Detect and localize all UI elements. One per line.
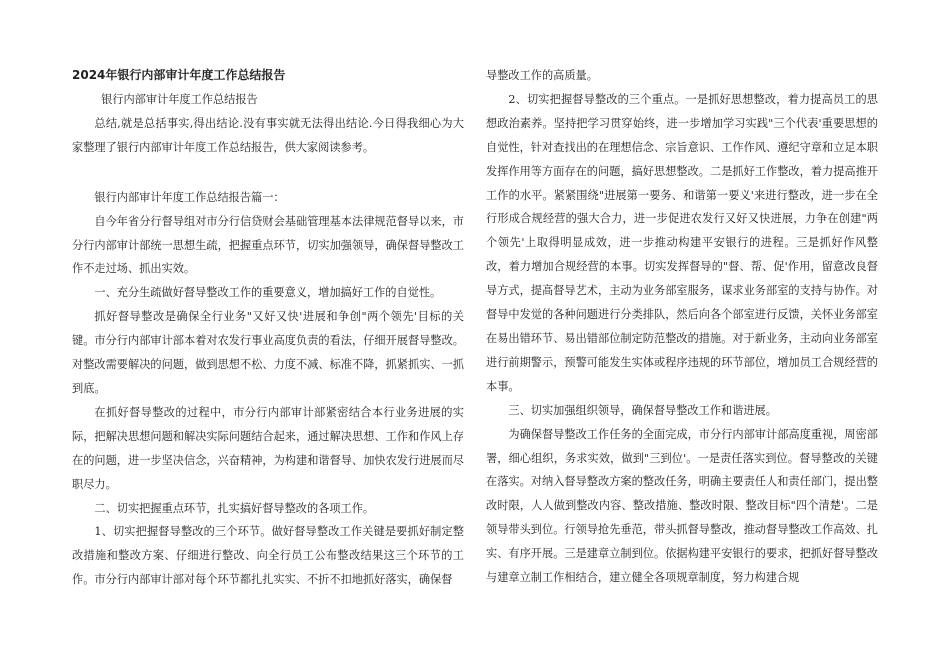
- body-paragraph: 1、切实把握督导整改的三个环节。做好督导整改工作关键是要抓好制定整改措施和整改方案、仔细进行整改、向全行员工公布整改结果这三个环节的工作。市分行内部审计部对每个环节都扎扎实实、不折不扣地抓好落实，确保督: [72, 525, 464, 587]
- section-heading: 二、切实把握重点环节，扎实搞好督导整改的各项工作。: [94, 501, 375, 515]
- paragraph-spacer: [72, 160, 464, 186]
- left-column: [72, 64, 464, 592]
- body-paragraph: 自今年省分行督导组对市分行信贷财会基础管理基本法律规范督导以来，市分行内部审计部统一思想生疏，把握重点环节，切实加强领导，确保督导整改工作不走过场、抓出实效。: [72, 214, 464, 276]
- intro-paragraph: 总结,就是总括事实,得出结论.没有事实就无法得出结论.今日得我细心为大家整理了银行内部审计年度工作总结报告，供大家阅读参考。: [72, 116, 464, 154]
- body-paragraph: 抓好督导整改是确保全行业务"又好又快'进展和争创"两个领先'目标的关键。市分行内部审计部本着对农发行事业高度负责的看法，仔细开展督导整改。对整改需要解决的问题，做到思想不松、力度不减、标准不降，抓紧抓实、一抓到底。: [72, 310, 464, 395]
- section-heading-part-one: 银行内部审计年度工作总结报告篇一：: [94, 190, 285, 204]
- document-title: 2024年银行内部审计年度工作总结报告: [72, 68, 286, 82]
- body-paragraph: 为确保督导整改工作任务的全面完成，市分行内部审计部高度重视，周密部署，细心组织，务求实效，做到"三到位'。一是责任落实到位。督导整改的关键在落实。对纳入督导整改方案的整改任务，明确主要责任人和责任部门，提出整改时限，人人做到整改内容、整改措施、整改时限、整改目标"四个清楚'。二是领导带头到位。行领导抢先垂范，带头抓督导整改，推动督导整改工作高效、扎实、有序开展。三是建章立制到位。依据构建平安银行的要求，把抓好督导整改与建章立制工作相结合，建立健全各项规章制度，努力构建合规: [486, 427, 878, 585]
- right-column: [486, 64, 878, 590]
- body-paragraph: 2、切实把握督导整改的三个重点。一是抓好思想整改，着力提高员工的思想政治素养。坚持把学习贯穿始终，进一步增加学习实践"三个代表'重要思想的自觉性，针对查找出的在理想信念、宗旨意识、工作作风、遵纪守章和立足本职发挥作用等方面存在的问题，搞好思想整改。二是抓好工作整改，着力提高推开工作的水平。紧紧围绕"进展第一要务、和谐第一要义'来进行整改，进一步在全行形成合规经营的强大合力，进一步促进农发行又好又快进展，力争在创建"两个领先'上取得明显成效，进一步推动构建平安银行的进程。三是抓好作风整改，着力增加合规经营的本事。切实发挥督导的"督、帮、促'作用，留意改良督导方式，提高督导艺术，主动为业务部室服务，谋求业务部室的支持与协作。对督导中发觉的各种问题进行分类排队，然后向各个部室进行反馈，关怀业务部室在易出错环节、易出错部位制定防范整改的措施。对于新业务，主动向业务部室进行前期警示，预警可能发生实体或程序违规的环节部位，增加员工合规经营的本事。: [486, 92, 878, 393]
- body-paragraph-continued: 导整改工作的高质量。: [486, 69, 598, 82]
- section-heading: 三、切实加强组织领导，确保督导整改工作和谐进展。: [508, 403, 777, 417]
- section-heading: 一、充分生疏做好督导整改工作的重要意义，增加搞好工作的自觉性。: [94, 286, 442, 300]
- document-subtitle: 银行内部审计年度工作总结报告: [101, 93, 258, 106]
- body-paragraph: 在抓好督导整改的过程中，市分行内部审计部紧密结合本行业务进展的实际，把解决思想问题和解决实际问题结合起来，通过解决思想、工作和作风上存在的问题，进一步坚决信念，兴奋精神，为构建和谐督导、加快农发行进展而尽职尽力。: [72, 405, 464, 491]
